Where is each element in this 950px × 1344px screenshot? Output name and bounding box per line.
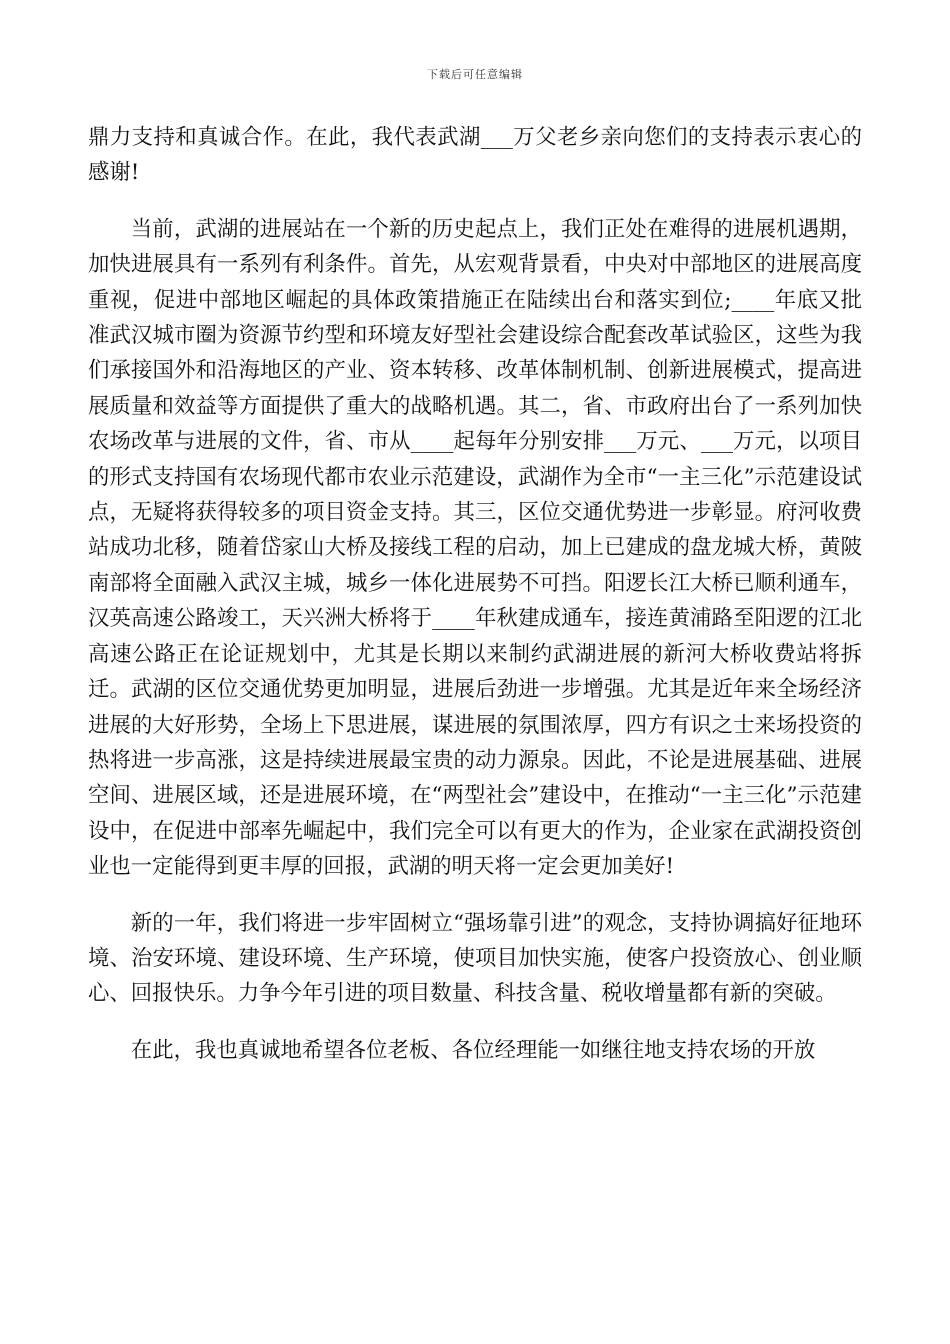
paragraph-continuation: 鼎力支持和真诚合作。在此，我代表武湖___万父老乡亲向您们的支持表示衷心的感谢! — [88, 125, 862, 186]
document-body — [88, 120, 862, 1068]
page-header-note: 下载后可任意编辑 — [427, 68, 523, 81]
paragraph-new-year: 新的一年，我们将进一步牢固树立“强场靠引进”的观念，支持协调搞好征地环境、治安环境、建设环境、生产环境，使项目加快实施，使客户投资放心、创业顺心、回报快乐。力争今年引进的项目数量、科技含量、税收增量都有新的突破。 — [88, 910, 862, 1007]
paragraph-closing-hope: 在此，我也真诚地希望各位老板、各位经理能一如继往地支持农场的开放 — [130, 1037, 816, 1063]
paragraph-development-opportunities: 当前，武湖的进展站在一个新的历史起点上，我们正处在难得的进展机遇期，加快进展具有一系列有利条件。首先，从宏观背景看，中央对中部地区的进展高度重视，促进中部地区崛起的具体政策措施正在陆续出台和落实到位;____年底又批准武汉城市圈为资源节约型和环境友好型社会建设综合配套改革试验区，这些为我们承接国外和沿海地区的产业、资本转移、改革体制机制、创新进展模式，提高进展质量和效益等方面提供了重大的战略机遇。其二，省、市政府出台了一系列加快农场改革与进展的文件，省、市从____起每年分别安排___万元、___万元，以项目的形式支持国有农场现代都市农业示范建设，武湖作为全市“一主三化”示范建设试点，无疑将获得较多的项目资金支持。其三，区位交通优势进一步彰显。府河收费站成功北移，随着岱家山大桥及接线工程的启动，加上已建成的盘龙城大桥，黄陂南部将全面融入武汉主城，城乡一体化进展势不可挡。阳逻长江大桥已顺利通车，汉英高速公路竣工，天兴洲大桥将于____年秋建成通车，接连黄浦路至阳逻的江北高速公路正在论证规划中，尤其是长期以来制约武湖进展的新河大桥收费站将拆迁。武湖的区位交通优势更加明显，进展后劲进一步增强。尤其是近年来全场经济进展的大好形势，全场上下思进展，谋进展的氛围浓厚，四方有识之士来场投资的热将进一步高涨，这是持续进展最宝贵的动力源泉。因此，不论是进展基础、进展空间、进展区域，还是进展环境，在“两型社会”建设中，在推动“一主三化”示范建设中，在促进中部率先崛起中，我们完全可以有更大的作为，企业家在武湖投资创业也一定能得到更丰厚的回报，武湖的明天将一定会更加美好! — [88, 216, 862, 880]
